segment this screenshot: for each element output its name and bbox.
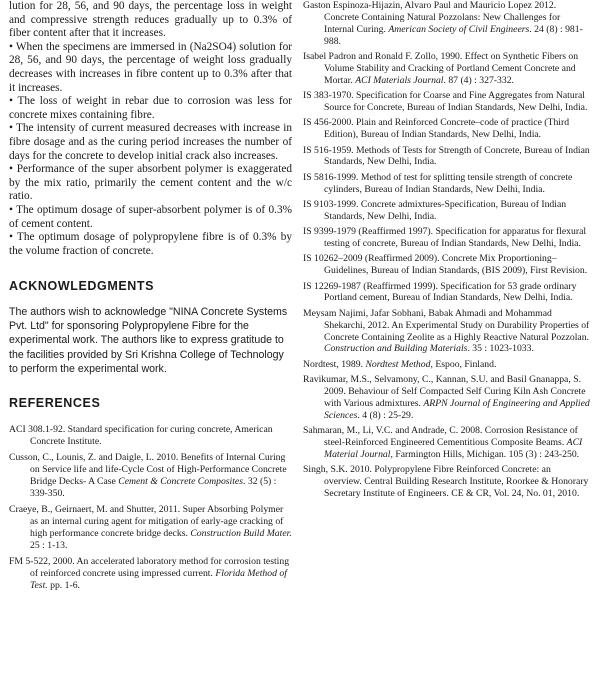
reference-text: IS 9399-1979 (Reaffirmed 1997). Specification for apparatus for flexural testing of concrete, Bureau of Indian Standards, New Delhi, India. [303,226,587,250]
reference-text: IS 5816-1999. Method of test for splitting tensile strength of concrete cylinders, Bureau of Indian Standards, New Delhi, India. [303,171,573,195]
reference-entry [303,308,591,356]
reference-tail: . 32 (5) : 339-350. [30,475,277,499]
conclusion-item: lution for 28, 56, and 90 days, the percentage loss in weight and compressive strength reduces gradually up to 0.3% of fiber content after that it increases. [9,0,292,40]
reference-entry [303,51,591,87]
reference-text: IS 456-2000. Plain and Reinforced Concrete–code of practice (Third Edition), Bureau of Indian Standards, New Delhi, India. [303,117,570,141]
reference-text: IS 9103-1999. Concrete admixtures-Specification, Bureau of Indian Standards, New Delhi, India. [303,198,567,222]
references-heading: REFERENCES [9,395,101,410]
reference-journal: Nordtest Method [365,358,431,370]
reference-entry [303,425,591,461]
reference-entry [303,281,591,305]
reference-text: Craeye, B., Geirnaert, M. and Shutter, 2011. Super Absorbing Polymer as an internal curing agent for mitigation of early-age cracking of high performance concrete bridge decks. [9,503,284,539]
reference-journal: Florida Method of Test. [30,567,287,591]
reference-entry [303,145,591,169]
reference-tail: . 24 (8) : 981-988. [324,23,583,47]
reference-text: FM 5-522, 2000. An accelerated laboratory method for corrosion testing of reinforced concrete using impressed current. [9,555,290,579]
reference-tail: . 35 : 1023-1033. [467,343,534,355]
reference-journal: ACI Material Journal [324,436,583,460]
reference-text: Singh, S.K. 2010. Polypropylene Fibre Reinforced Concrete: an overview. Central Building Research Institute, Roorkee & Honorary Secretary Institute of Engineers. CE & CR, Vol. 24, No. 01, 2010. [303,464,589,499]
conclusion-list [9,0,292,258]
conclusion-item: • Performance of the super absorbent polymer is exaggerated by the mix ratio, primarily the cement content and the w/c ratio. [9,163,292,203]
reference-tail: pp. 1-6. [47,579,80,591]
reference-text: IS 12269-1987 (Reaffirmed 1999). Specification for 53 grade ordinary Portland cement, Bureau of Indian Standards, New Delhi, India. [303,280,577,304]
reference-list-right [303,0,591,500]
reference-entry [303,226,591,250]
reference-text: Nordtest, 1989. [303,358,364,370]
reference-text: Sahmaran, M., Li, V.C. and Andrade, C. 2008. Corrosion Resistance of steel-Reinforced Engineered Cementitious Composite Beams. [303,425,578,448]
conclusion-item: • The intensity of current measured decreases with increase in fibre dosage and as the curing period increases the number of days for the concrete to develop initial crack also increases. [9,122,292,162]
acknowledgments-heading: ACKNOWLEDGMENTS [9,279,155,294]
reference-tail: , Farmington Hills, Michigan. 105 (3) : 243-250. [390,448,580,460]
reference-text: IS 383-1970. Specification for Coarse and Fine Aggregates from Natural Source for Concrete, Bureau of Indian Standards, New Delhi, India. [303,90,588,114]
reference-entry [9,556,292,592]
reference-entry [303,90,591,114]
reference-tail: . 4 (8) : 25-29. [357,409,414,421]
reference-entry [303,253,591,277]
conclusion-item: • The optimum dosage of polypropylene fibre is of 0.3% by the volume fraction of concrete. [9,231,292,257]
reference-entry [303,374,591,422]
conclusion-item: • The loss of weight in rebar due to corrosion was less for concrete mixes containing fibre. [9,95,292,121]
reference-journal: ARPN Journal of Engineering and Applied Sciences [324,397,590,421]
reference-journal: Construction Build Mater. [190,527,292,539]
reference-text: Ravikumar, M.S., Selvamony, C., Kannan, S.U. and Basil Gnanappa, S. 2009. Behaviour of Self Compacted Self Curing Kiln Ash Concrete with Various admixtures. [303,374,586,409]
reference-entry [303,199,591,223]
left-column [9,0,292,596]
reference-text: Cusson, C., Lounis, Z. and Daigle, L. 2010. Benefits of Internal Curing on Service life and life-Cycle Cost of High-Performance Concrete Bridge Decks- A Case [9,451,287,487]
conclusion-item: • The optimum dosage of super-absorbent polymer is of 0.3% of cement content. [9,203,292,230]
right-column [303,0,591,503]
reference-text: Meysam Najimi, Jafar Sobhani, Babak Ahmadi and Mohammad Shekarchi, 2012. An Experimental Study on Durability Properties of Concrete Containing Zeolite as a Highly Reactive Natural Pozzolan. [303,307,590,343]
reference-entry [9,424,292,448]
reference-entry [9,452,292,500]
reference-journal: American Society of Civil Engineers [388,23,530,35]
reference-entry [9,504,292,552]
reference-tail: . 87 (4) : 327-332. [443,74,514,86]
reference-text: Gaston Espinoza-Hijazin, Alvaro Paul and Mauricio Lopez 2012. Concrete Containing Natural Pozzolans: New Challenges for Internal Curing. [303,0,561,35]
reference-entry [303,359,591,371]
acknowledgments-body: The authors wish to acknowledge "NINA Concrete Systems Pvt. Ltd" for sponsoring Polypropylene Fibre for the experimental work. The authors like to express gratitude to the facilities provided by Sri Krishna College of Technology to perform the experimental work. [9,306,288,375]
conclusion-item: • When the specimens are immersed in (Na2SO4) solution for 28, 56, and 90 days, the percentage of weight loss gradually decreases with increases in fibre content up to 0.3% after that it increases. [9,40,292,94]
reference-text: IS 10262–2009 (Reaffirmed 2009). Concrete Mix Proportioning–Guidelines, Bureau of Indian Standards, (BIS 2009), First Revision. [303,253,588,277]
reference-entry [303,117,591,141]
reference-journal: ACI Materials Journal [355,74,444,86]
reference-entry [303,172,591,196]
reference-entry [303,464,591,500]
reference-entry [303,0,591,48]
reference-text: ACI 308.1-92. Standard specification for curing concrete, American Concrete Institute. [9,423,273,447]
reference-text: IS 516-1959. Methods of Tests for Strength of Concrete, Bureau of Indian Standards, New Delhi, India. [303,144,590,168]
reference-text: Isabel Padron and Ronald F. Zollo, 1990. Effect on Synthetic Fibers on Volume Stability and Cracking of Portland Cement Concrete and Mortar. [303,51,579,86]
reference-tail: 25 : 1-13. [30,539,68,551]
reference-tail: , Espoo, Finland. [430,358,497,370]
reference-journal: Construction and Building Materials [324,343,468,355]
reference-list-left [9,424,292,592]
reference-journal: Cement & Concrete Composites [118,475,244,487]
